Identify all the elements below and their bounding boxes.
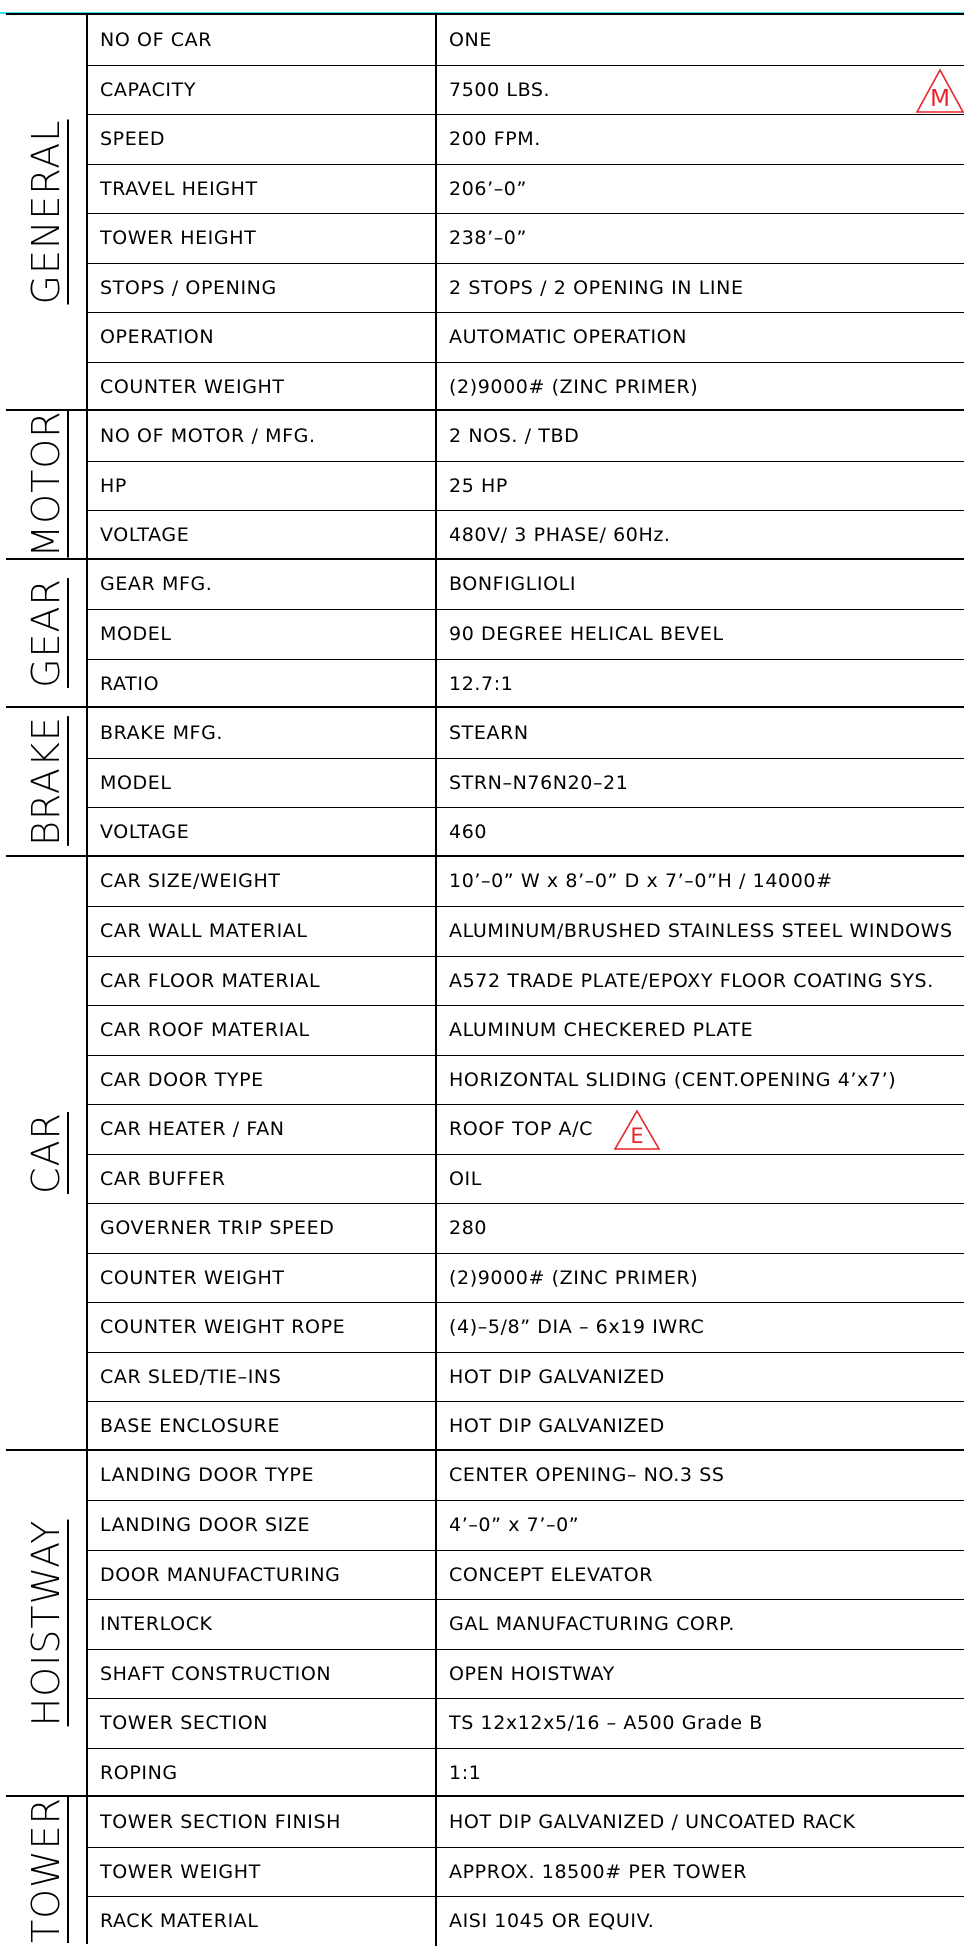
spec-value: (2)9000# (ZINC PRIMER) xyxy=(449,1266,699,1289)
spec-value: HOT DIP GALVANIZED xyxy=(449,1365,665,1388)
table-row xyxy=(88,1797,964,1847)
spec-label: TOWER SECTION xyxy=(100,1712,269,1735)
spec-value-cell xyxy=(437,66,964,115)
section-title: TOWER xyxy=(24,1797,68,1944)
spec-label: TOWER WEIGHT xyxy=(100,1860,261,1883)
spec-value-cell xyxy=(437,313,964,362)
table-row xyxy=(88,362,964,412)
spec-value-cell xyxy=(437,511,964,560)
section-label-cell xyxy=(6,1451,88,1796)
spec-value: HORIZONTAL SLIDING (CENT.OPENING 4’x7’) xyxy=(449,1068,897,1091)
spec-value-cell xyxy=(437,1650,964,1699)
spec-label: SPEED xyxy=(100,128,166,151)
spec-label-cell xyxy=(88,1749,437,1798)
table-row xyxy=(88,1005,964,1055)
table-row xyxy=(88,1302,964,1352)
spec-value-cell xyxy=(437,1303,964,1352)
table-row xyxy=(88,906,964,956)
spec-value: ALUMINUM CHECKERED PLATE xyxy=(449,1019,754,1042)
spec-label-cell xyxy=(88,1650,437,1699)
table-row xyxy=(88,263,964,313)
spec-label-cell xyxy=(88,560,437,610)
table-row xyxy=(88,312,964,362)
spec-value-cell xyxy=(437,1451,964,1501)
section-title: GENERAL xyxy=(24,119,68,305)
spec-label: CAR SIZE/WEIGHT xyxy=(100,870,281,893)
spec-value: TS 12x12x5/16 – A500 Grade B xyxy=(449,1712,763,1735)
spec-label-cell xyxy=(88,1797,437,1847)
spec-value: 480V/ 3 PHASE/ 60Hz. xyxy=(449,524,671,547)
spec-label-cell xyxy=(88,708,437,758)
spec-value-cell xyxy=(437,1402,964,1451)
spec-label: VOLTAGE xyxy=(100,821,190,844)
spec-label: MODEL xyxy=(100,771,172,794)
spec-value-cell xyxy=(437,1353,964,1402)
spec-label-cell xyxy=(88,363,437,412)
section-label-cell xyxy=(6,560,88,707)
section-label-cell xyxy=(6,1797,88,1944)
spec-label-cell xyxy=(88,66,437,115)
spec-label-cell xyxy=(88,857,437,907)
spec-label: GEAR MFG. xyxy=(100,573,213,596)
spec-value-cell xyxy=(437,1501,964,1550)
section-title: GEAR xyxy=(24,577,68,688)
spec-label: COUNTER WEIGHT xyxy=(100,1266,285,1289)
spec-label: OPERATION xyxy=(100,326,215,349)
spec-label: BRAKE MFG. xyxy=(100,721,224,744)
spec-value: (4)–5/8” DIA – 6x19 IWRC xyxy=(449,1316,705,1339)
spec-value: HOT DIP GALVANIZED xyxy=(449,1415,665,1438)
section-car xyxy=(6,855,964,1449)
spec-label-cell xyxy=(88,462,437,511)
spec-label-cell xyxy=(88,1155,437,1204)
table-row xyxy=(88,807,964,857)
table-row xyxy=(88,1154,964,1204)
spec-value-cell xyxy=(437,1551,964,1600)
section-label-cell xyxy=(6,15,88,409)
table-row xyxy=(88,1896,964,1946)
spec-value: 460 xyxy=(449,821,488,844)
spec-label-cell xyxy=(88,313,437,362)
section-motor xyxy=(6,409,964,558)
spec-value: OIL xyxy=(449,1167,482,1190)
spec-label: SHAFT CONSTRUCTION xyxy=(100,1662,332,1685)
table-row xyxy=(88,213,964,263)
table-row xyxy=(88,708,964,758)
spec-value: 7500 LBS. xyxy=(449,78,551,101)
table-row xyxy=(88,857,964,907)
spec-value-cell xyxy=(437,264,964,313)
spec-label: CAR WALL MATERIAL xyxy=(100,920,308,943)
spec-value-cell xyxy=(437,1254,964,1303)
spec-label-cell xyxy=(88,214,437,263)
spec-value-cell xyxy=(437,1155,964,1204)
spec-label-cell xyxy=(88,1006,437,1055)
spec-label-cell xyxy=(88,1897,437,1946)
table-row xyxy=(88,1401,964,1451)
spec-label-cell xyxy=(88,15,437,65)
spec-value-cell xyxy=(437,1056,964,1105)
spec-value-cell xyxy=(437,1749,964,1798)
spec-label-cell xyxy=(88,1353,437,1402)
spec-label: TOWER HEIGHT xyxy=(100,227,257,250)
spec-label-cell xyxy=(88,115,437,164)
spec-label-cell xyxy=(88,759,437,808)
table-row xyxy=(88,1352,964,1402)
spec-label: CAPACITY xyxy=(100,78,197,101)
table-row xyxy=(88,1203,964,1253)
table-row xyxy=(88,114,964,164)
spec-value-cell xyxy=(437,15,964,65)
spec-label: CAR DOOR TYPE xyxy=(100,1068,264,1091)
spec-label: STOPS / OPENING xyxy=(100,276,277,299)
table-row xyxy=(88,461,964,511)
spec-label: NO OF MOTOR / MFG. xyxy=(100,424,316,447)
spec-label: LANDING DOOR TYPE xyxy=(100,1464,315,1487)
spec-label: INTERLOCK xyxy=(100,1613,213,1636)
spec-value: 280 xyxy=(449,1217,488,1240)
table-row xyxy=(88,1847,964,1897)
spec-label: CAR BUFFER xyxy=(100,1167,226,1190)
spec-value: 10’–0” W x 8’–0” D x 7’–0”H / 14000# xyxy=(449,870,833,893)
revision-mark-m-icon xyxy=(915,68,964,114)
spec-value: 12.7:1 xyxy=(449,672,514,695)
spec-value: ROOF TOP A/C xyxy=(449,1118,594,1141)
spec-value-cell xyxy=(437,759,964,808)
table-row xyxy=(88,1253,964,1303)
spec-label-cell xyxy=(88,1254,437,1303)
spec-value: CENTER OPENING– NO.3 SS xyxy=(449,1464,725,1487)
spec-label: CAR HEATER / FAN xyxy=(100,1118,285,1141)
spec-value-cell xyxy=(437,1105,964,1154)
spec-value: (2)9000# (ZINC PRIMER) xyxy=(449,375,699,398)
spec-label: ROPING xyxy=(100,1761,178,1784)
spec-value-cell xyxy=(437,957,964,1006)
spec-value-cell xyxy=(437,165,964,214)
spec-value: BONFIGLIOLI xyxy=(449,573,577,596)
spec-label-cell xyxy=(88,1451,437,1501)
spec-value: OPEN HOISTWAY xyxy=(449,1662,615,1685)
table-row xyxy=(88,560,964,610)
revision-letter: M xyxy=(930,85,950,112)
table-row xyxy=(88,1748,964,1798)
table-row xyxy=(88,1104,964,1154)
table-row xyxy=(88,1451,964,1501)
spec-value: 2 NOS. / TBD xyxy=(449,424,580,447)
table-row xyxy=(88,1698,964,1748)
spec-label-cell xyxy=(88,1056,437,1105)
table-row xyxy=(88,659,964,709)
spec-value: 206’–0” xyxy=(449,177,527,200)
spec-value: 200 FPM. xyxy=(449,128,541,151)
section-general xyxy=(6,13,964,409)
table-row xyxy=(88,1599,964,1649)
spec-label: VOLTAGE xyxy=(100,524,190,547)
spec-value: HOT DIP GALVANIZED / UNCOATED RACK xyxy=(449,1810,856,1833)
spec-label: RACK MATERIAL xyxy=(100,1910,259,1933)
spec-label-cell xyxy=(88,511,437,560)
spec-label: TOWER SECTION FINISH xyxy=(100,1810,342,1833)
spec-label: RATIO xyxy=(100,672,160,695)
spec-label-cell xyxy=(88,264,437,313)
section-hoistway xyxy=(6,1449,964,1796)
table-row xyxy=(88,1500,964,1550)
spec-value-cell xyxy=(437,411,964,461)
spec-value: ONE xyxy=(449,28,492,51)
spec-value: 1:1 xyxy=(449,1761,482,1784)
spec-label: NO OF CAR xyxy=(100,28,212,51)
spec-label-cell xyxy=(88,1551,437,1600)
table-row xyxy=(88,164,964,214)
spec-label-cell xyxy=(88,808,437,857)
spec-value-cell xyxy=(437,610,964,659)
spec-value: ALUMINUM/BRUSHED STAINLESS STEEL WINDOWS xyxy=(449,920,953,943)
section-label-cell xyxy=(6,857,88,1449)
table-row xyxy=(88,609,964,659)
spec-value-cell xyxy=(437,1699,964,1748)
spec-label: COUNTER WEIGHT ROPE xyxy=(100,1316,346,1339)
spec-value-cell xyxy=(437,1797,964,1847)
spec-label-cell xyxy=(88,1600,437,1649)
spec-label-cell xyxy=(88,1204,437,1253)
revision-mark-e-icon xyxy=(613,1109,661,1151)
spec-value-cell xyxy=(437,708,964,758)
spec-value: 2 STOPS / 2 OPENING IN LINE xyxy=(449,276,744,299)
spec-label: DOOR MANUFACTURING xyxy=(100,1563,341,1586)
spec-value-cell xyxy=(437,1204,964,1253)
spec-label-cell xyxy=(88,907,437,956)
spec-value: A572 TRADE PLATE/EPOXY FLOOR COATING SYS. xyxy=(449,969,934,992)
spec-value: APPROX. 18500# PER TOWER xyxy=(449,1860,748,1883)
spec-value-cell xyxy=(437,462,964,511)
spec-value-cell xyxy=(437,1848,964,1897)
spec-value: 4’–0” x 7’–0” xyxy=(449,1514,580,1537)
spec-label: MODEL xyxy=(100,623,172,646)
section-label-cell xyxy=(6,411,88,558)
section-tower xyxy=(6,1795,964,1944)
spec-value: STRN–N76N20–21 xyxy=(449,771,629,794)
spec-value-cell xyxy=(437,857,964,907)
spec-label: LANDING DOOR SIZE xyxy=(100,1514,311,1537)
table-row xyxy=(88,1649,964,1699)
spec-label-cell xyxy=(88,1303,437,1352)
spec-value: AUTOMATIC OPERATION xyxy=(449,326,688,349)
table-row xyxy=(88,1550,964,1600)
spec-label: COUNTER WEIGHT xyxy=(100,375,285,398)
spec-label-cell xyxy=(88,957,437,1006)
revision-letter: E xyxy=(630,1124,644,1148)
spec-label-cell xyxy=(88,411,437,461)
spec-value: STEARN xyxy=(449,721,529,744)
spec-label-cell xyxy=(88,610,437,659)
spec-label-cell xyxy=(88,165,437,214)
table-row xyxy=(88,411,964,461)
spec-value-cell xyxy=(437,808,964,857)
spec-value: CONCEPT ELEVATOR xyxy=(449,1563,654,1586)
elevator-spec-table xyxy=(6,13,964,1944)
spec-value-cell xyxy=(437,1897,964,1946)
table-row xyxy=(88,1055,964,1105)
section-title: HOISTWAY xyxy=(24,1519,68,1727)
section-brake xyxy=(6,706,964,855)
section-title: BRAKE xyxy=(24,716,68,847)
spec-label: CAR FLOOR MATERIAL xyxy=(100,969,321,992)
spec-label-cell xyxy=(88,1699,437,1748)
section-gear xyxy=(6,558,964,707)
spec-label-cell xyxy=(88,1402,437,1451)
section-title: CAR xyxy=(24,1111,68,1194)
spec-label: BASE ENCLOSURE xyxy=(100,1415,281,1438)
section-label-cell xyxy=(6,708,88,855)
spec-value: 25 HP xyxy=(449,474,508,497)
table-row xyxy=(88,65,964,115)
spec-label-cell xyxy=(88,660,437,709)
spec-label: CAR ROOF MATERIAL xyxy=(100,1019,310,1042)
spec-value: 90 DEGREE HELICAL BEVEL xyxy=(449,623,724,646)
spec-value: 238’–0” xyxy=(449,227,527,250)
spec-value-cell xyxy=(437,907,964,956)
spec-label-cell xyxy=(88,1501,437,1550)
table-row xyxy=(88,758,964,808)
spec-value: AISI 1045 OR EQUIV. xyxy=(449,1910,655,1933)
spec-label: CAR SLED/TIE–INS xyxy=(100,1365,282,1388)
spec-label-cell xyxy=(88,1105,437,1154)
table-row xyxy=(88,956,964,1006)
spec-value-cell xyxy=(437,115,964,164)
spec-value-cell xyxy=(437,214,964,263)
table-row xyxy=(88,15,964,65)
spec-value-cell xyxy=(437,1006,964,1055)
spec-label: GOVERNER TRIP SPEED xyxy=(100,1217,335,1240)
spec-label-cell xyxy=(88,1848,437,1897)
spec-label: HP xyxy=(100,474,127,497)
section-title: MOTOR xyxy=(24,410,68,558)
spec-label: TRAVEL HEIGHT xyxy=(100,177,258,200)
spec-value-cell xyxy=(437,660,964,709)
spec-value: GAL MANUFACTURING CORP. xyxy=(449,1613,736,1636)
table-row xyxy=(88,510,964,560)
spec-value-cell xyxy=(437,363,964,412)
spec-value-cell xyxy=(437,1600,964,1649)
spec-value-cell xyxy=(437,560,964,610)
